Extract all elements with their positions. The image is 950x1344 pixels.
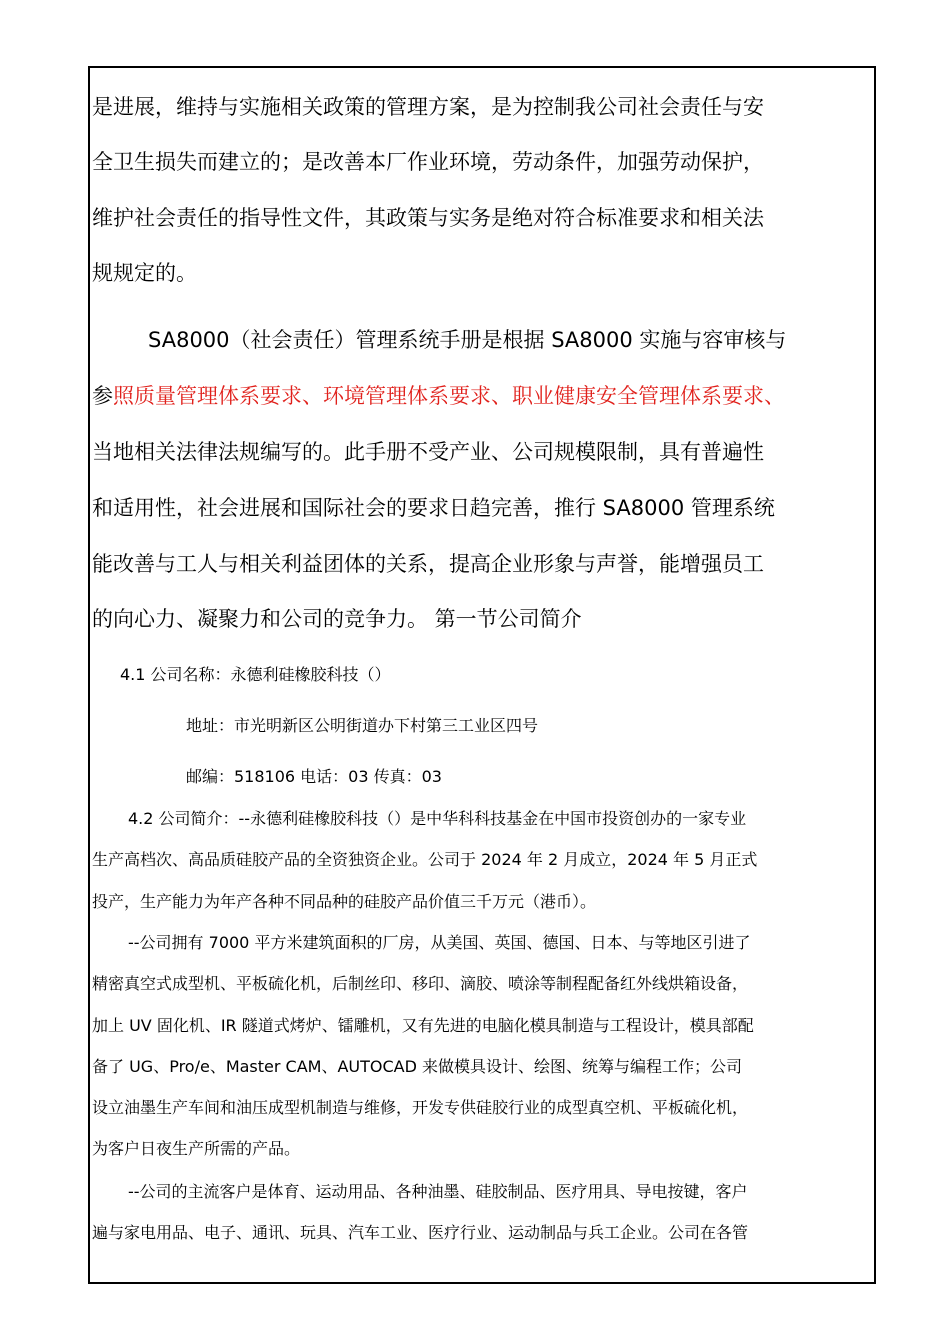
paragraph-line: 全卫生损失而建立的；是改善本厂作业环境，劳动条件，加强劳动保护， <box>92 150 764 174</box>
facility-line: --公司拥有 7000 平方米建筑面积的厂房，从美国、英国、德国、日本、与等地区引进了 <box>128 933 751 952</box>
facility-line: 加上 UV 固化机、IR 隧道式烤炉、镭雕机，又有先进的电脑化模具制造与工程设计，模具部配 <box>92 1016 754 1035</box>
company-address: 地址：市光明新区公明街道办下村第三工业区四号 <box>186 716 539 735</box>
highlighted-text: 照质量管理体系要求、环境管理体系要求、职业健康安全管理体系要求、 <box>113 384 785 408</box>
facility-line: 精密真空式成型机、平板硫化机，后制丝印、移印、滴胶、喷涂等制程配备红外线烘箱设备， <box>92 974 749 993</box>
customer-line: --公司的主流客户是体育、运动用品、各种油墨、硅胶制品、医疗用具、导电按键，客户 <box>128 1182 748 1201</box>
paragraph-line: 维护社会责任的指导性文件，其政策与实务是绝对符合标准要求和相关法 <box>92 206 764 230</box>
facility-line: 为客户日夜生产所需的产品。 <box>92 1139 301 1158</box>
intro-line: 生产高档次、高品质硅胶产品的全资独资企业。公司于 2024 年 2 月成立，2024 年 5 月正式 <box>92 850 758 869</box>
facility-line: 备了 UG、Pro/e、Master CAM、AUTOCAD 来做模具设计、绘图、统筹与编程工作；公司 <box>92 1057 743 1076</box>
paragraph-line: 和适用性，社会进展和国际社会的要求日趋完善，推行 SA8000 管理系统 <box>92 496 775 520</box>
section-heading-line: 的向心力、凝聚力和公司的竞争力。 第一节公司简介 <box>92 607 582 631</box>
intro-line: 4.2 公司简介：--永德利硅橡胶科技（）是中华科科技基金在中国市投资创办的一家专业 <box>128 809 747 828</box>
paragraph-line-highlighted <box>92 380 785 410</box>
company-contact: 邮编：518106 电话：03 传真：03 <box>186 767 442 786</box>
paragraph-line: 能改善与工人与相关利益团体的关系，提高企业形象与声誉，能增强员工 <box>92 552 764 576</box>
intro-line: 投产，生产能力为年产各种不同品种的硅胶产品价值三千万元（港币）。 <box>92 892 597 911</box>
paragraph-line: SA8000（社会责任）管理系统手册是根据 SA8000 实施与容审核与 <box>148 328 787 352</box>
company-name: 4.1 公司名称：永德利硅橡胶科技（） <box>120 665 391 684</box>
paragraph-line: 规规定的。 <box>92 261 197 285</box>
facility-line: 设立油墨生产车间和油压成型机制造与维修，开发专供硅胶行业的成型真空机、平板硫化机， <box>92 1098 749 1117</box>
paragraph-line: 当地相关法律法规编写的。此手册不受产业、公司规模限制，具有普遍性 <box>92 440 764 464</box>
line-prefix: 参 <box>92 384 113 408</box>
customer-line: 遍与家电用品、电子、通讯、玩具、汽车工业、医疗行业、运动制品与兵工企业。公司在各管 <box>92 1223 749 1242</box>
paragraph-line: 是进展，维持与实施相关政策的管理方案，是为控制我公司社会责任与安 <box>92 95 764 119</box>
